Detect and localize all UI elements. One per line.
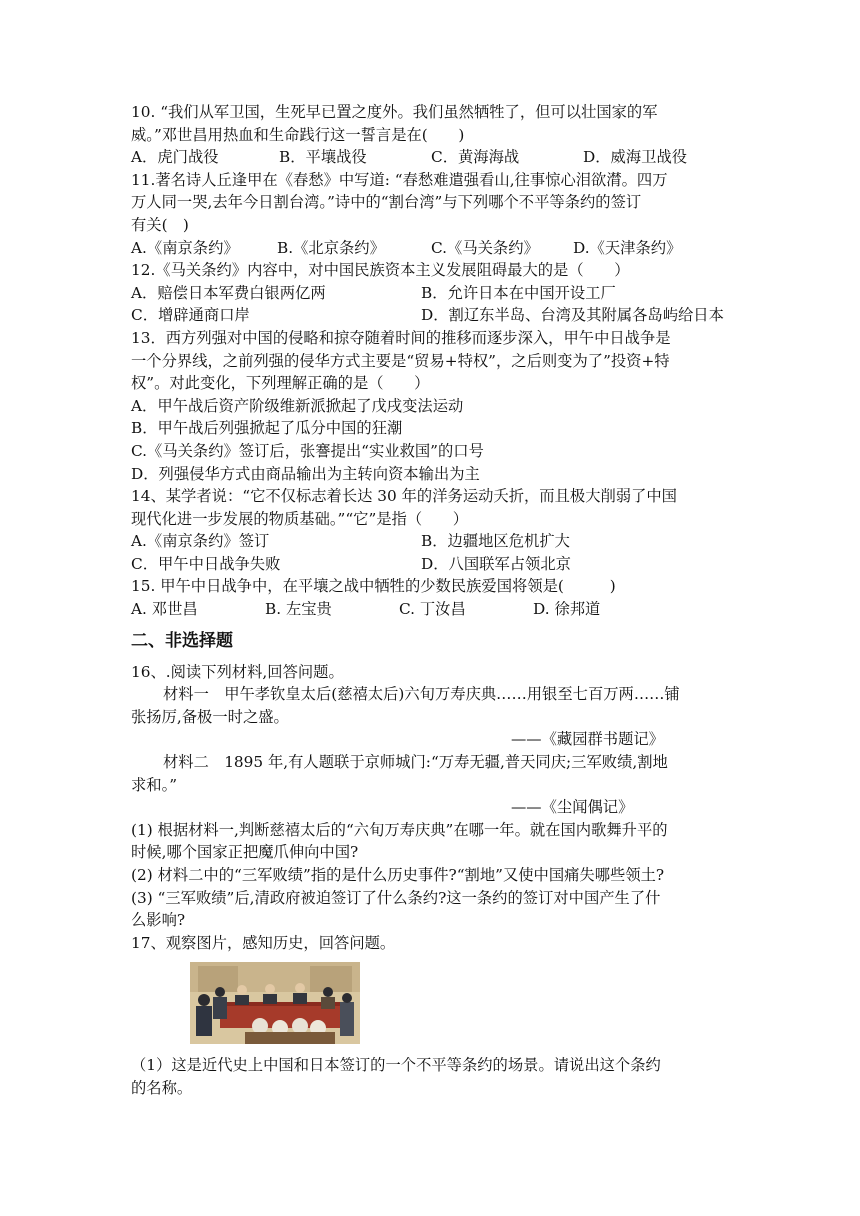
q14-stem-line1: 14、某学者说：“它不仅标志着长达 30 年的洋务运动夭折，而且极大削弱了中国 (131, 487, 677, 506)
q14-option-a: A.《南京条约》签订 (131, 532, 270, 551)
q16-material1-line2: 张扬厉,备极一时之盛。 (131, 707, 289, 726)
q15-options (131, 598, 731, 621)
q13-option-a: A．甲午战后资产阶级维新派掀起了戊戌变法运动 (131, 396, 464, 415)
q17-stem: 17、观察图片，感知历史，回答问题。 (131, 933, 396, 952)
q14-option-c: C．甲午中日战争失败 (131, 554, 281, 573)
q16-material2-source: ——《尘闻偶记》 (511, 798, 634, 817)
q16-sub3-line1: (3) “三军败绩”后,清政府被迫签订了什么条约?这一条约的签订对中国产生了什 (131, 888, 661, 907)
q10-option-d: D．威海卫战役 (583, 148, 688, 167)
q17-sub1-line2: 的名称。 (131, 1078, 193, 1097)
q15-option-a: A. 邓世昌 (131, 600, 198, 619)
q12-option-c: C．增辟通商口岸 (131, 306, 250, 325)
q11-stem-line3: 有关( ) (131, 215, 189, 234)
q15-stem: 15. 甲午中日战争中，在平壤之战中牺牲的少数民族爱国将领是( ) (131, 577, 616, 596)
q14-stem-line2: 现代化进一步发展的物质基础。”“它”是指（ ） (131, 509, 469, 528)
q13-stem-line3: 权”。对此变化，下列理解正确的是（ ） (131, 374, 430, 393)
q14-options-row1 (131, 530, 731, 553)
q12-option-b: B．允许日本在中国开设工厂 (421, 283, 616, 302)
q13-option-b: B．甲午战后列强掀起了瓜分中国的狂潮 (131, 419, 403, 438)
q11-stem-line2: 万人同一哭,去年今日割台湾。”诗中的“割台湾”与下列哪个不平等条约的签订 (131, 193, 642, 212)
q16-sub3-line2: 么影响? (131, 911, 186, 930)
q15-option-b: B. 左宝贵 (265, 600, 332, 619)
q11-option-c: C.《马关条约》 (431, 238, 539, 257)
q11-options (131, 237, 731, 260)
q12-stem: 12.《马关条约》内容中，对中国民族资本主义发展阻碍最大的是（ ） (131, 261, 630, 280)
q16-material2-line1: 材料二 1895 年,有人题联于京师城门:“万寿无疆,普天同庆;三军败绩,割地 (163, 753, 668, 772)
q12-option-d: D．割辽东半岛、台湾及其附属各岛屿给日本 (421, 306, 724, 325)
q16-material1-line1: 材料一 甲午孝钦皇太后(慈禧太后)六旬万寿庆典……用银至七百万两……铺 (163, 685, 680, 704)
q17-sub1-line1: （1）这是近代史上中国和日本签订的一个不平等条约的场景。请说出这个条约 (131, 1056, 661, 1075)
exam-page (131, 101, 731, 1100)
q10-stem-line2: 威。”邓世昌用热血和生命践行这一誓言是在( ) (131, 125, 465, 144)
q13-stem-line1: 13．西方列强对中国的侵略和掠夺随着时间的推移而逐步深入，甲午中日战争是 (131, 328, 671, 347)
q10-stem-line1: 10. “我们从军卫国，生死早已置之度外。我们虽然牺牲了，但可以壮国家的军 (131, 103, 658, 121)
q16-sub1-line2: 时候,哪个国家正把魔爪伸向中国? (131, 843, 359, 862)
q16-sub2: (2) 材料二中的“三军败绩”指的是什么历史事件?“割地”又使中国痛失哪些领土? (131, 866, 665, 884)
q13-option-d: D．列强侵华方式由商品输出为主转向资本输出为主 (131, 464, 480, 483)
q15-option-d: D. 徐邦道 (533, 600, 601, 619)
q11-option-d: D.《天津条约》 (573, 238, 682, 257)
q10-option-a: A．虎门战役 (131, 148, 219, 167)
q12-options-row1 (131, 282, 731, 305)
q14-option-d: D．八国联军占领北京 (421, 554, 571, 573)
q16-material2-line2: 求和。” (131, 775, 178, 794)
section-heading: 二、非选择题 (131, 630, 233, 651)
q16-sub1-line1: (1) 根据材料一,判断慈禧太后的“六旬万寿庆典”在哪一年。就在国内歌舞升平的 (131, 820, 668, 839)
q11-option-a: A.《南京条约》 (131, 238, 239, 257)
q14-options-row2 (131, 553, 731, 576)
q11-stem-line1: 11.著名诗人丘逢甲在《春愁》中写道: “春愁难遣强看山,往事惊心泪欲潸。四万 (131, 170, 668, 189)
q16-stem: 16、.阅读下列材料,回答问题。 (131, 662, 344, 681)
q12-options-row2 (131, 304, 731, 327)
q10-option-c: C．黄海海战 (431, 148, 520, 167)
q16-material1-source: ——《藏园群书题记》 (511, 730, 664, 749)
q12-option-a: A．赔偿日本军费白银两亿两 (131, 283, 326, 302)
q15-option-c: C. 丁汝昌 (399, 600, 466, 619)
q13-option-c: C.《马关条约》签订后，张謇提出“实业救国”的口号 (131, 441, 484, 460)
treaty-signing-illustration (190, 962, 360, 1044)
q14-option-b: B．边疆地区危机扩大 (421, 532, 570, 551)
q10-options (131, 146, 731, 169)
q10-option-b: B．平壤战役 (279, 148, 367, 167)
q13-stem-line2: 一个分界线，之前列强的侵华方式主要是“贸易+特权”，之后则变为了”投资+特 (131, 351, 670, 370)
q11-option-b: B.《北京条约》 (277, 238, 385, 257)
